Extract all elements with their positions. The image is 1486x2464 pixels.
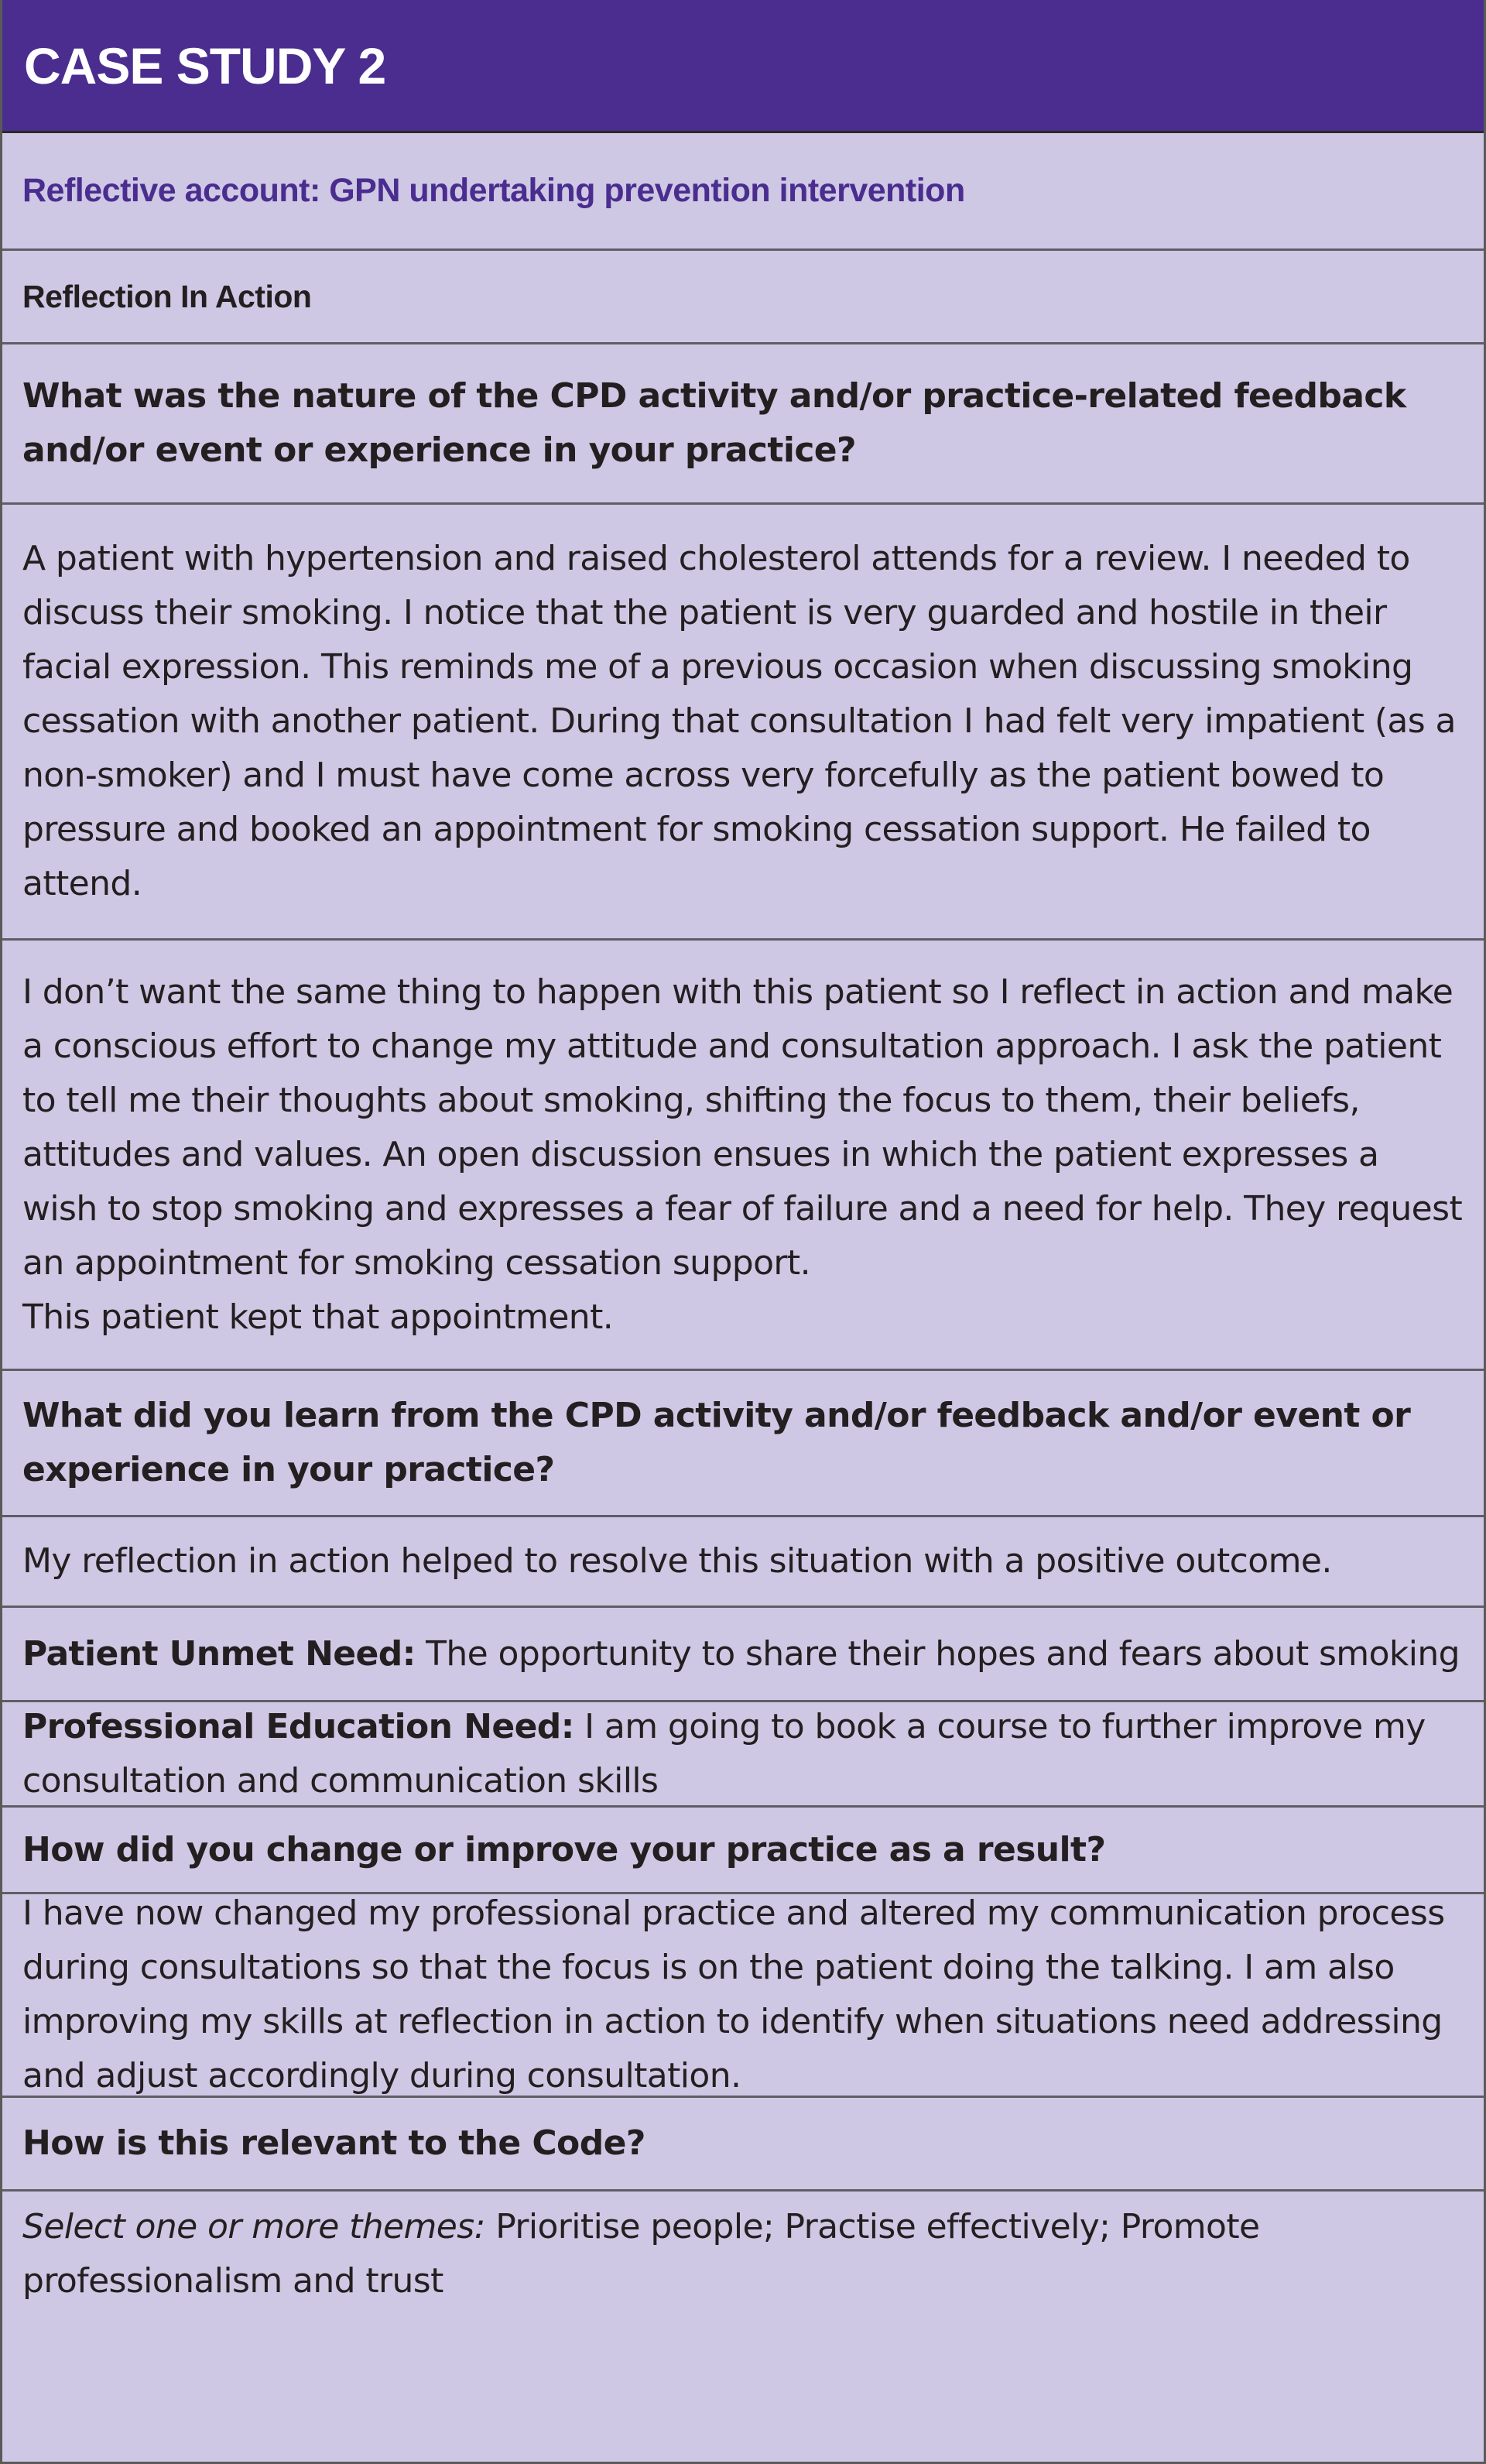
patient-need-row (2, 1608, 1484, 1702)
answer-1-row (2, 505, 1484, 941)
answer-reflect-in-action: I don’t want the same thing to happen with this patient so I reflect in action and make a conscious effort to change my attitude and consultation approach. I ask the patient to tell me their thoughts about smoking, shifting the focus to them, their beliefs, attitudes and values. An open discussion ensues in which the patient expresses a wish to stop smoking and expresses a fear of failure and a need for help. They request an appointment for smoking cessation support. (22, 972, 1463, 1283)
learning-row (2, 1517, 1484, 1608)
education-need-text: I am going to book a course to further improve my consultation and communication skills (22, 1706, 1426, 1801)
patient-unmet-need (22, 1627, 1464, 1681)
answer-3-row (2, 1894, 1484, 2098)
question-relevant-code: How is this relevant to the Code? (22, 2123, 645, 2163)
answer-previous-occasion: A patient with hypertension and raised cholesterol attends for a review. I needed to discuss their smoking. I notice that the patient is very guarded and hostile in their facial expression. This reminds me of a previous occasion when discussing smoking cessation with another patient. During that consultation I had felt very impatient (as a non-smoker) and I must have come across very forcefully as the patient bowed to pressure and booked an appointment for smoking cessation support. He failed to attend. (22, 539, 1456, 903)
patient-unmet-need-text: The opportunity to share their hopes and fears about smoking (426, 1633, 1460, 1674)
answer-kept-appointment: This patient kept that appointment. (22, 1297, 614, 1337)
reflection-in-action-label: Reflection In Action (22, 278, 312, 314)
question-change-practice: How did you change or improve your practice as a result? (22, 1829, 1106, 1869)
question-2-row (2, 1371, 1484, 1517)
themes-label: Select one or more themes: (22, 2206, 485, 2246)
answer-code-themes (22, 2200, 1464, 2308)
case-study-title: CASE STUDY 2 (24, 36, 386, 94)
answer-changed-practice: I have now changed my professional practice and altered my communication process during consultations so that the focus is on the patient doing the talking. I am also improving my skills at reflection in action to identify when situations need addressing and adjust accordingly during consultation. (22, 1893, 1445, 2096)
section-label-row (2, 251, 1484, 344)
education-need-label: Professional Education Need: (22, 1706, 574, 1746)
answer-2-row (2, 941, 1484, 1371)
question-cpd-activity: What was the nature of the CPD activity and/or practice-related feedback and/or event or experience in your practice? (22, 376, 1406, 470)
answer-4-row (2, 2192, 1484, 2316)
question-3-row (2, 1808, 1484, 1894)
themes-text: Prioritise people; Practise effectively; Promote professionalism and trust (22, 2206, 1260, 2301)
professional-education-need (22, 1700, 1464, 1808)
question-what-learned: What did you learn from the CPD activity and/or feedback and/or event or experience in your practice? (22, 1396, 1411, 1489)
subtitle-row (2, 133, 1484, 251)
question-4-row (2, 2098, 1484, 2192)
answer-learning: My reflection in action helped to resolve this situation with a positive outcome. (22, 1541, 1332, 1581)
case-study-header (2, 0, 1484, 133)
education-need-row (2, 1702, 1484, 1808)
patient-unmet-need-label: Patient Unmet Need: (22, 1633, 416, 1674)
question-1-row (2, 344, 1484, 505)
reflective-account-subtitle: Reflective account: GPN undertaking prevention intervention (22, 172, 965, 209)
